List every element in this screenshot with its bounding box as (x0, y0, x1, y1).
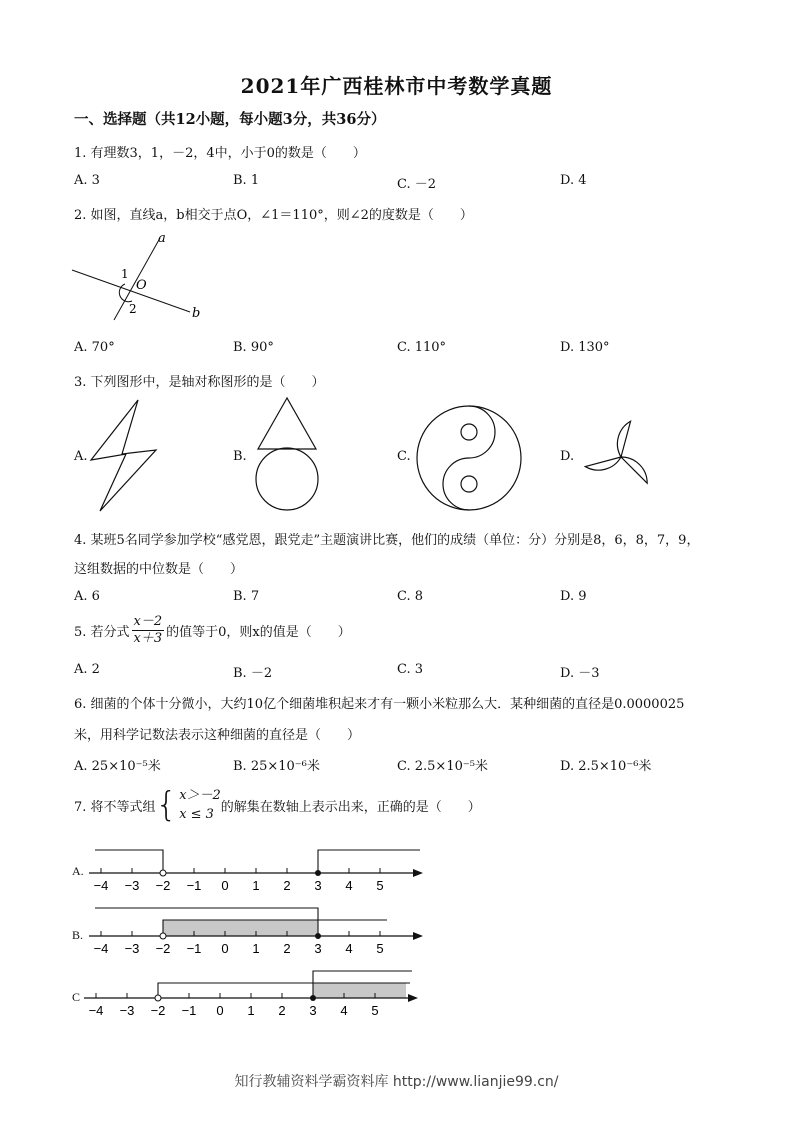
tick-label: 5 (376, 941, 384, 956)
label-b: b (192, 306, 201, 321)
q2-option-a: A. 70° (74, 340, 115, 355)
lightning-bolt-shape (88, 398, 163, 513)
tick-label: −2 (155, 941, 171, 956)
tick-label: −2 (150, 1003, 166, 1018)
q3-option-c: C. (397, 449, 411, 464)
q6-option-d: D. 2.5×10⁻⁶米 (560, 759, 652, 774)
open-point (160, 870, 166, 876)
tick-label: −1 (186, 878, 202, 893)
tick-label: 0 (216, 1003, 224, 1018)
question-7 (74, 786, 481, 824)
axis-arrow-icon (413, 869, 423, 877)
tick-label: −1 (181, 1003, 197, 1018)
q5-option-a: A. 2 (74, 662, 100, 677)
label-a: a (158, 231, 166, 246)
q3-option-d: D. (560, 449, 575, 464)
q4-option-c: C. 8 (397, 589, 424, 604)
intersecting-lines-figure (66, 228, 216, 323)
label-point-o: O (136, 278, 147, 293)
q7-prefix: 7. 将不等式组 (74, 799, 156, 815)
tick-label: 4 (345, 941, 353, 956)
tick-label: 1 (252, 878, 260, 893)
tick-label: 1 (247, 1003, 255, 1018)
question-5 (74, 614, 351, 647)
tick-label: 5 (376, 878, 384, 893)
q2-option-b: B. 90° (233, 340, 274, 355)
q4-option-b: B. 7 (233, 589, 260, 604)
q2-option-c: C. 110° (397, 340, 447, 355)
question-4-line-1: 4. 某班5名同学参加学校“感党恩，跟党走”主题演讲比赛，他们的成绩（单位：分）分别是8，6，8，7，9， (74, 533, 700, 548)
tick-label: 4 (340, 1003, 348, 1018)
q7-brace: { (155, 785, 178, 825)
axis-arrow-icon (413, 932, 423, 940)
q7-option-b-label: B. (72, 928, 84, 942)
tick-label: 2 (283, 878, 291, 893)
q1-option-a: A. 3 (74, 173, 100, 188)
q1-option-c: C. －2 (397, 177, 437, 192)
q4-option-a: A. 6 (74, 589, 100, 604)
yin-yang-shape (414, 403, 524, 513)
number-line-option-c (80, 965, 425, 1020)
footer-watermark: 知行教辅资料学霸资料库 http://www.lianjie99.cn/ (234, 1074, 559, 1090)
q2-option-d: D. 130° (560, 340, 610, 355)
q7-inequality-system (156, 786, 221, 824)
tick-label: −3 (124, 878, 140, 893)
q5-fraction-denominator: x＋3 (133, 631, 163, 646)
tick-label: 3 (309, 1003, 317, 1018)
q3-option-b: B. (233, 449, 247, 464)
q1-option-d: D. 4 (560, 173, 587, 188)
q6-option-a: A. 25×10⁻⁵米 (74, 759, 161, 774)
question-3: 3. 下列图形中，是轴对称图形的是（ ） (74, 375, 325, 390)
question-1: 1. 有理数3，1，－2，4中，小于0的数是（ ） (74, 146, 366, 161)
tick-label: −3 (124, 941, 140, 956)
solution-shade (163, 920, 318, 936)
tick-label: 5 (371, 1003, 379, 1018)
q1-option-b: B. 1 (233, 173, 260, 188)
triangle-circle-shape (250, 396, 325, 514)
q6-option-c: C. 2.5×10⁻⁵米 (397, 759, 488, 774)
number-line-option-b (85, 903, 430, 958)
range-left (95, 850, 163, 873)
q5-prefix: 5. 若分式 (74, 625, 130, 640)
q5-option-d: D. －3 (560, 666, 600, 681)
q6-option-b: B. 25×10⁻⁶米 (233, 759, 320, 774)
label-angle-2: 2 (129, 302, 137, 316)
q7-option-c-label: C (72, 990, 81, 1004)
tick-label: −4 (88, 1003, 104, 1018)
open-point (155, 995, 161, 1001)
tick-label: 4 (345, 878, 353, 893)
tick-label: 0 (221, 941, 229, 956)
tick-label: 1 (252, 941, 260, 956)
q4-option-d: D. 9 (560, 589, 587, 604)
q7-inequality-1: x＞－2 (179, 788, 221, 803)
tick-label: −1 (186, 941, 202, 956)
q7-inequality-2: x ≤ 3 (179, 807, 214, 822)
q5-fraction-numerator: x－2 (133, 614, 163, 629)
page-title: 2021年广西桂林市中考数学真题 (240, 74, 553, 98)
tick-label: 0 (221, 878, 229, 893)
closed-point (315, 870, 321, 876)
closed-point (310, 995, 316, 1001)
section-heading: 一、选择题（共12小题，每小题3分，共36分） (74, 111, 386, 128)
tick-label: −3 (119, 1003, 135, 1018)
tick-label: −4 (93, 878, 109, 893)
tick-label: 3 (314, 941, 322, 956)
tick-label: 2 (278, 1003, 286, 1018)
tick-label: −4 (93, 941, 109, 956)
q5-option-b: B. －2 (233, 666, 273, 681)
question-6-line-1: 6. 细菌的个体十分微小，大约10亿个细菌堆积起来才有一颗小米粒那么大．某种细菌的直径是0.0000025 (74, 697, 685, 712)
label-angle-1: 1 (121, 267, 129, 281)
tick-label: 2 (283, 941, 291, 956)
question-6-line-2: 米，用科学记数法表示这种细菌的直径是（ ） (74, 728, 361, 743)
q5-fraction (132, 614, 165, 647)
tick-label: 3 (314, 878, 322, 893)
tick-label: −2 (155, 878, 171, 893)
axis-arrow-icon (408, 994, 418, 1002)
question-2: 2. 如图，直线a，b相交于点O，∠1＝110°，则∠2的度数是（ ） (74, 208, 473, 223)
q7-option-a-label: A. (72, 864, 84, 878)
solution-shade (313, 983, 406, 998)
q5-option-c: C. 3 (397, 662, 424, 677)
q5-suffix: 的值等于0，则x的值是（ ） (166, 625, 351, 640)
q3-option-a: A. (74, 449, 88, 464)
pinwheel-shape (574, 410, 669, 495)
question-4-line-2: 这组数据的中位数是（ ） (74, 562, 244, 577)
closed-point (315, 933, 321, 939)
range-right (318, 850, 420, 873)
number-line-option-a (85, 840, 430, 895)
open-point (160, 933, 166, 939)
q7-suffix: 的解集在数轴上表示出来，正确的是（ ） (220, 799, 481, 815)
